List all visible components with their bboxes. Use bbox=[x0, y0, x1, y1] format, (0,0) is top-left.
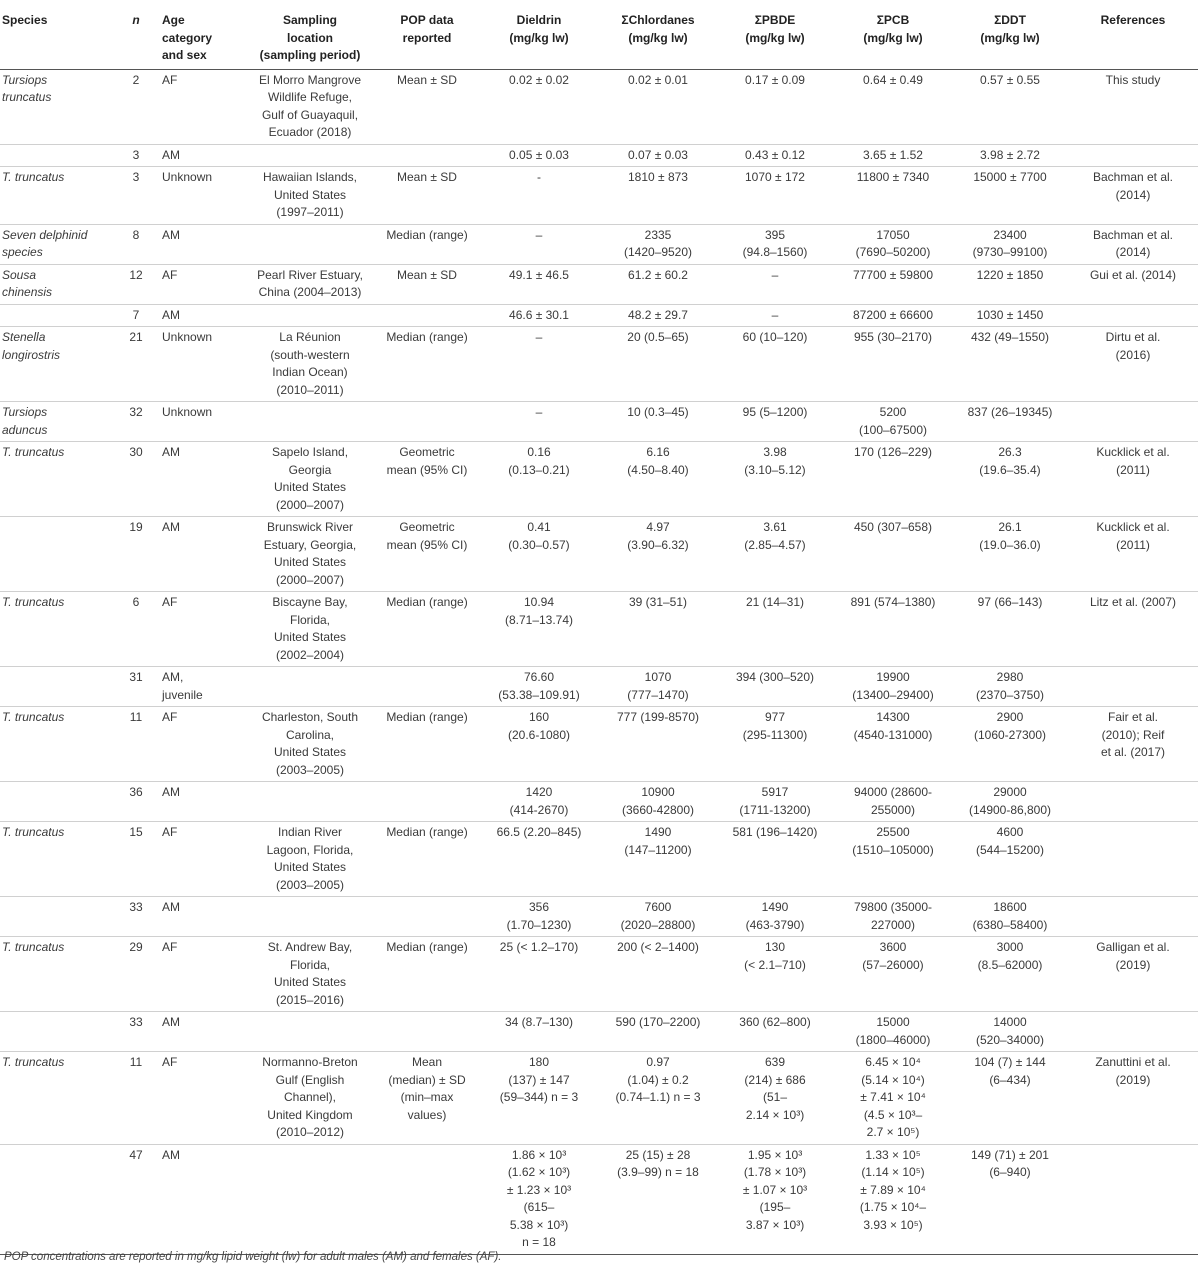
species-cell: T. truncatus bbox=[0, 592, 112, 667]
location-cell bbox=[244, 224, 376, 264]
age-cell: AM bbox=[160, 897, 244, 937]
header-chlordanes: ΣChlordanes (mg/kg lw) bbox=[600, 6, 716, 69]
table-row bbox=[0, 327, 1198, 402]
table-row bbox=[0, 402, 1198, 442]
pop-data-cell bbox=[376, 1012, 478, 1052]
pbde-cell: 394 (300–520) bbox=[716, 667, 834, 707]
dieldrin-cell: 180 (137) ± 147 (59–344) n = 3 bbox=[478, 1052, 600, 1145]
location-cell: Indian River Lagoon, Florida, United States (2003–2005) bbox=[244, 822, 376, 897]
n-cell: 30 bbox=[112, 442, 160, 517]
dieldrin-cell: 10.94 (8.71–13.74) bbox=[478, 592, 600, 667]
ddt-cell: 0.57 ± 0.55 bbox=[952, 69, 1068, 144]
n-cell: 3 bbox=[112, 167, 160, 225]
chlordanes-cell: 200 (< 2–1400) bbox=[600, 937, 716, 1012]
chlordanes-cell: 590 (170–2200) bbox=[600, 1012, 716, 1052]
chlordanes-cell: 0.02 ± 0.01 bbox=[600, 69, 716, 144]
location-cell: Hawaiian Islands, United States (1997–2011) bbox=[244, 167, 376, 225]
references-cell: Fair et al. (2010); Reif et al. (2017) bbox=[1068, 707, 1198, 782]
chlordanes-cell: 0.07 ± 0.03 bbox=[600, 144, 716, 167]
age-cell: Unknown bbox=[160, 327, 244, 402]
species-cell: T. truncatus bbox=[0, 822, 112, 897]
dieldrin-cell: 0.41 (0.30–0.57) bbox=[478, 517, 600, 592]
chlordanes-cell: 20 (0.5–65) bbox=[600, 327, 716, 402]
pop-data-cell: Geometric mean (95% CI) bbox=[376, 517, 478, 592]
ddt-cell: 104 (7) ± 144 (6–434) bbox=[952, 1052, 1068, 1145]
n-cell: 31 bbox=[112, 667, 160, 707]
n-cell: 8 bbox=[112, 224, 160, 264]
pop-data-cell: Mean ± SD bbox=[376, 69, 478, 144]
species-cell: T. truncatus bbox=[0, 937, 112, 1012]
n-cell: 3 bbox=[112, 144, 160, 167]
age-cell: AF bbox=[160, 264, 244, 304]
pbde-cell: 1.95 × 10³ (1.78 × 10³) ± 1.07 × 10³ (195– 3.87 × 10³) bbox=[716, 1144, 834, 1254]
species-cell: T. truncatus bbox=[0, 442, 112, 517]
references-cell bbox=[1068, 402, 1198, 442]
ddt-cell: 29000 (14900-86,800) bbox=[952, 782, 1068, 822]
pop-data-cell: Median (range) bbox=[376, 592, 478, 667]
chlordanes-cell: 39 (31–51) bbox=[600, 592, 716, 667]
references-cell: Zanuttini et al. (2019) bbox=[1068, 1052, 1198, 1145]
pop-data-cell bbox=[376, 897, 478, 937]
pop-data-cell: Median (range) bbox=[376, 327, 478, 402]
location-cell: El Morro Mangrove Wildlife Refuge, Gulf of Guayaquil, Ecuador (2018) bbox=[244, 69, 376, 144]
table-row bbox=[0, 592, 1198, 667]
chlordanes-cell: 1810 ± 873 bbox=[600, 167, 716, 225]
species-cell: T. truncatus bbox=[0, 707, 112, 782]
chlordanes-cell: 7600 (2020–28800) bbox=[600, 897, 716, 937]
age-cell: AF bbox=[160, 592, 244, 667]
chlordanes-cell: 1490 (147–11200) bbox=[600, 822, 716, 897]
references-cell: Gui et al. (2014) bbox=[1068, 264, 1198, 304]
chlordanes-cell: 777 (199-8570) bbox=[600, 707, 716, 782]
references-cell: Kucklick et al. (2011) bbox=[1068, 442, 1198, 517]
pbde-cell: 130 (< 2.1–710) bbox=[716, 937, 834, 1012]
header-pbde: ΣPBDE (mg/kg lw) bbox=[716, 6, 834, 69]
age-cell: AM bbox=[160, 782, 244, 822]
dieldrin-cell: 25 (< 1.2–170) bbox=[478, 937, 600, 1012]
table-body bbox=[0, 69, 1198, 1254]
pop-data-cell: Mean ± SD bbox=[376, 264, 478, 304]
pcb-cell: 11800 ± 7340 bbox=[834, 167, 952, 225]
ddt-cell: 149 (71) ± 201 (6–940) bbox=[952, 1144, 1068, 1254]
pcb-cell: 891 (574–1380) bbox=[834, 592, 952, 667]
ddt-cell: 3000 (8.5–62000) bbox=[952, 937, 1068, 1012]
location-cell bbox=[244, 782, 376, 822]
table-row bbox=[0, 897, 1198, 937]
header-age: Age category and sex bbox=[160, 6, 244, 69]
pbde-cell: 5917 (1711-13200) bbox=[716, 782, 834, 822]
n-cell: 11 bbox=[112, 707, 160, 782]
dieldrin-cell: 34 (8.7–130) bbox=[478, 1012, 600, 1052]
location-cell bbox=[244, 402, 376, 442]
table-row bbox=[0, 442, 1198, 517]
pcb-cell: 79800 (35000- 227000) bbox=[834, 897, 952, 937]
pop-data-cell bbox=[376, 1144, 478, 1254]
n-cell: 12 bbox=[112, 264, 160, 304]
species-cell bbox=[0, 1012, 112, 1052]
header-references: References bbox=[1068, 6, 1198, 69]
ddt-cell: 26.3 (19.6–35.4) bbox=[952, 442, 1068, 517]
location-cell bbox=[244, 667, 376, 707]
chlordanes-cell: 2335 (1420–9520) bbox=[600, 224, 716, 264]
ddt-cell: 1220 ± 1850 bbox=[952, 264, 1068, 304]
pcb-cell: 77700 ± 59800 bbox=[834, 264, 952, 304]
species-cell bbox=[0, 1144, 112, 1254]
location-cell: St. Andrew Bay, Florida, United States (2015–2016) bbox=[244, 937, 376, 1012]
dieldrin-cell: 0.05 ± 0.03 bbox=[478, 144, 600, 167]
header-ddt: ΣDDT (mg/kg lw) bbox=[952, 6, 1068, 69]
pcb-cell: 94000 (28600- 255000) bbox=[834, 782, 952, 822]
pcb-cell: 955 (30–2170) bbox=[834, 327, 952, 402]
chlordanes-cell: 25 (15) ± 28 (3.9–99) n = 18 bbox=[600, 1144, 716, 1254]
pbde-cell: 60 (10–120) bbox=[716, 327, 834, 402]
ddt-cell: 14000 (520–34000) bbox=[952, 1012, 1068, 1052]
dieldrin-cell: 46.6 ± 30.1 bbox=[478, 304, 600, 327]
age-cell: AF bbox=[160, 1052, 244, 1145]
pop-data-cell: Median (range) bbox=[376, 822, 478, 897]
references-cell: This study bbox=[1068, 69, 1198, 144]
species-cell: T. truncatus bbox=[0, 1052, 112, 1145]
ddt-cell: 1030 ± 1450 bbox=[952, 304, 1068, 327]
references-cell bbox=[1068, 897, 1198, 937]
species-cell bbox=[0, 667, 112, 707]
pbde-cell: 977 (295-11300) bbox=[716, 707, 834, 782]
species-cell: Sousa chinensis bbox=[0, 264, 112, 304]
pop-data-cell: Median (range) bbox=[376, 937, 478, 1012]
age-cell: AM bbox=[160, 1144, 244, 1254]
header-row bbox=[0, 6, 1198, 69]
n-cell: 47 bbox=[112, 1144, 160, 1254]
chlordanes-cell: 1070 (777–1470) bbox=[600, 667, 716, 707]
location-cell bbox=[244, 144, 376, 167]
pbde-cell: 0.43 ± 0.12 bbox=[716, 144, 834, 167]
pcb-cell: 0.64 ± 0.49 bbox=[834, 69, 952, 144]
references-cell bbox=[1068, 144, 1198, 167]
chlordanes-cell: 0.97 (1.04) ± 0.2 (0.74–1.1) n = 3 bbox=[600, 1052, 716, 1145]
table-row bbox=[0, 167, 1198, 225]
header-species: Species bbox=[0, 6, 112, 69]
age-cell: AF bbox=[160, 69, 244, 144]
chlordanes-cell: 48.2 ± 29.7 bbox=[600, 304, 716, 327]
pop-data-cell bbox=[376, 144, 478, 167]
references-cell bbox=[1068, 1144, 1198, 1254]
pcb-cell: 14300 (4540-131000) bbox=[834, 707, 952, 782]
pcb-cell: 19900 (13400–29400) bbox=[834, 667, 952, 707]
header-location: Sampling location (sampling period) bbox=[244, 6, 376, 69]
pcb-cell: 15000 (1800–46000) bbox=[834, 1012, 952, 1052]
references-cell bbox=[1068, 667, 1198, 707]
location-cell: Biscayne Bay, Florida, United States (2002–2004) bbox=[244, 592, 376, 667]
n-cell: 19 bbox=[112, 517, 160, 592]
dieldrin-cell: - bbox=[478, 167, 600, 225]
pop-data-cell: Median (range) bbox=[376, 707, 478, 782]
species-cell bbox=[0, 517, 112, 592]
location-cell: Brunswick River Estuary, Georgia, United States (2000–2007) bbox=[244, 517, 376, 592]
pop-data-table bbox=[0, 6, 1198, 1255]
pbde-cell: 1070 ± 172 bbox=[716, 167, 834, 225]
pbde-cell: 3.61 (2.85–4.57) bbox=[716, 517, 834, 592]
table-row bbox=[0, 517, 1198, 592]
n-cell: 7 bbox=[112, 304, 160, 327]
table-row bbox=[0, 144, 1198, 167]
pcb-cell: 25500 (1510–105000) bbox=[834, 822, 952, 897]
n-cell: 32 bbox=[112, 402, 160, 442]
header-n: n bbox=[112, 6, 160, 69]
dieldrin-cell: – bbox=[478, 224, 600, 264]
dieldrin-cell: – bbox=[478, 402, 600, 442]
dieldrin-cell: 356 (1.70–1230) bbox=[478, 897, 600, 937]
references-cell bbox=[1068, 304, 1198, 327]
dieldrin-cell: 66.5 (2.20–845) bbox=[478, 822, 600, 897]
location-cell: Normanno-Breton Gulf (English Channel), United Kingdom (2010–2012) bbox=[244, 1052, 376, 1145]
table-row bbox=[0, 1012, 1198, 1052]
species-cell: Tursiops truncatus bbox=[0, 69, 112, 144]
references-cell: Bachman et al. (2014) bbox=[1068, 167, 1198, 225]
pop-data-cell bbox=[376, 402, 478, 442]
pcb-cell: 6.45 × 10⁴ (5.14 × 10⁴) ± 7.41 × 10⁴ (4.5 × 10³– 2.7 × 10⁵) bbox=[834, 1052, 952, 1145]
pbde-cell: – bbox=[716, 264, 834, 304]
location-cell bbox=[244, 1012, 376, 1052]
header-dieldrin: Dieldrin (mg/kg lw) bbox=[478, 6, 600, 69]
table-footnote: POP concentrations are reported in mg/kg lipid weight (lw) for adult males (AM) and females (AF). bbox=[4, 1251, 502, 1263]
n-cell: 29 bbox=[112, 937, 160, 1012]
species-cell: Seven delphinid species bbox=[0, 224, 112, 264]
location-cell: La Réunion (south-western Indian Ocean) (2010–2011) bbox=[244, 327, 376, 402]
ddt-cell: 3.98 ± 2.72 bbox=[952, 144, 1068, 167]
table-row bbox=[0, 1052, 1198, 1145]
pop-data-cell bbox=[376, 782, 478, 822]
ddt-cell: 23400 (9730–99100) bbox=[952, 224, 1068, 264]
pcb-cell: 170 (126–229) bbox=[834, 442, 952, 517]
dieldrin-cell: 1420 (414-2670) bbox=[478, 782, 600, 822]
pcb-cell: 3.65 ± 1.52 bbox=[834, 144, 952, 167]
pbde-cell: 21 (14–31) bbox=[716, 592, 834, 667]
dieldrin-cell: 1.86 × 10³ (1.62 × 10³) ± 1.23 × 10³ (615– 5.38 × 10³) n = 18 bbox=[478, 1144, 600, 1254]
location-cell bbox=[244, 897, 376, 937]
species-cell: Tursiops aduncus bbox=[0, 402, 112, 442]
references-cell: Kucklick et al. (2011) bbox=[1068, 517, 1198, 592]
dieldrin-cell: 0.16 (0.13–0.21) bbox=[478, 442, 600, 517]
table-row bbox=[0, 1144, 1198, 1254]
pcb-cell: 5200 (100–67500) bbox=[834, 402, 952, 442]
references-cell: Litz et al. (2007) bbox=[1068, 592, 1198, 667]
pop-data-cell bbox=[376, 667, 478, 707]
age-cell: AM bbox=[160, 1012, 244, 1052]
location-cell: Charleston, South Carolina, United States (2003–2005) bbox=[244, 707, 376, 782]
dieldrin-cell: 49.1 ± 46.5 bbox=[478, 264, 600, 304]
pop-data-cell: Median (range) bbox=[376, 224, 478, 264]
references-cell: Dirtu et al. (2016) bbox=[1068, 327, 1198, 402]
age-cell: AF bbox=[160, 822, 244, 897]
pop-data-cell: Geometric mean (95% CI) bbox=[376, 442, 478, 517]
table-row bbox=[0, 937, 1198, 1012]
species-cell bbox=[0, 304, 112, 327]
pbde-cell: – bbox=[716, 304, 834, 327]
pop-data-cell bbox=[376, 304, 478, 327]
pbde-cell: 0.17 ± 0.09 bbox=[716, 69, 834, 144]
location-cell: Pearl River Estuary, China (2004–2013) bbox=[244, 264, 376, 304]
n-cell: 33 bbox=[112, 897, 160, 937]
age-cell: Unknown bbox=[160, 402, 244, 442]
header-pop-data: POP data reported bbox=[376, 6, 478, 69]
dieldrin-cell: 160 (20.6-1080) bbox=[478, 707, 600, 782]
pcb-cell: 3600 (57–26000) bbox=[834, 937, 952, 1012]
ddt-cell: 837 (26–19345) bbox=[952, 402, 1068, 442]
n-cell: 33 bbox=[112, 1012, 160, 1052]
references-cell: Bachman et al. (2014) bbox=[1068, 224, 1198, 264]
header-pcb: ΣPCB (mg/kg lw) bbox=[834, 6, 952, 69]
table-row bbox=[0, 264, 1198, 304]
location-cell bbox=[244, 1144, 376, 1254]
chlordanes-cell: 10 (0.3–45) bbox=[600, 402, 716, 442]
pbde-cell: 1490 (463-3790) bbox=[716, 897, 834, 937]
ddt-cell: 15000 ± 7700 bbox=[952, 167, 1068, 225]
ddt-cell: 432 (49–1550) bbox=[952, 327, 1068, 402]
age-cell: Unknown bbox=[160, 167, 244, 225]
references-cell: Galligan et al. (2019) bbox=[1068, 937, 1198, 1012]
references-cell bbox=[1068, 822, 1198, 897]
n-cell: 21 bbox=[112, 327, 160, 402]
n-cell: 36 bbox=[112, 782, 160, 822]
chlordanes-cell: 10900 (3660-42800) bbox=[600, 782, 716, 822]
age-cell: AM bbox=[160, 144, 244, 167]
n-cell: 15 bbox=[112, 822, 160, 897]
pcb-cell: 1.33 × 10⁵ (1.14 × 10⁵) ± 7.89 × 10⁴ (1.75 × 10⁴– 3.93 × 10⁵) bbox=[834, 1144, 952, 1254]
pcb-cell: 17050 (7690–50200) bbox=[834, 224, 952, 264]
references-cell bbox=[1068, 782, 1198, 822]
species-cell: T. truncatus bbox=[0, 167, 112, 225]
pcb-cell: 450 (307–658) bbox=[834, 517, 952, 592]
age-cell: AM bbox=[160, 304, 244, 327]
table-row bbox=[0, 69, 1198, 144]
age-cell: AM bbox=[160, 517, 244, 592]
pbde-cell: 3.98 (3.10–5.12) bbox=[716, 442, 834, 517]
pbde-cell: 639 (214) ± 686 (51– 2.14 × 10³) bbox=[716, 1052, 834, 1145]
age-cell: AF bbox=[160, 707, 244, 782]
species-cell bbox=[0, 144, 112, 167]
species-cell bbox=[0, 897, 112, 937]
ddt-cell: 97 (66–143) bbox=[952, 592, 1068, 667]
species-cell bbox=[0, 782, 112, 822]
location-cell bbox=[244, 304, 376, 327]
n-cell: 11 bbox=[112, 1052, 160, 1145]
pbde-cell: 95 (5–1200) bbox=[716, 402, 834, 442]
pbde-cell: 360 (62–800) bbox=[716, 1012, 834, 1052]
table-row bbox=[0, 667, 1198, 707]
ddt-cell: 4600 (544–15200) bbox=[952, 822, 1068, 897]
chlordanes-cell: 4.97 (3.90–6.32) bbox=[600, 517, 716, 592]
pop-data-cell: Mean ± SD bbox=[376, 167, 478, 225]
age-cell: AM bbox=[160, 442, 244, 517]
ddt-cell: 26.1 (19.0–36.0) bbox=[952, 517, 1068, 592]
pbde-cell: 395 (94.8–1560) bbox=[716, 224, 834, 264]
ddt-cell: 18600 (6380–58400) bbox=[952, 897, 1068, 937]
dieldrin-cell: 76.60 (53.38–109.91) bbox=[478, 667, 600, 707]
chlordanes-cell: 61.2 ± 60.2 bbox=[600, 264, 716, 304]
dieldrin-cell: 0.02 ± 0.02 bbox=[478, 69, 600, 144]
location-cell: Sapelo Island, Georgia United States (2000–2007) bbox=[244, 442, 376, 517]
references-cell bbox=[1068, 1012, 1198, 1052]
pop-data-cell: Mean (median) ± SD (min–max values) bbox=[376, 1052, 478, 1145]
n-cell: 2 bbox=[112, 69, 160, 144]
species-cell: Stenella longirostris bbox=[0, 327, 112, 402]
table-row bbox=[0, 224, 1198, 264]
chlordanes-cell: 6.16 (4.50–8.40) bbox=[600, 442, 716, 517]
n-cell: 6 bbox=[112, 592, 160, 667]
table-row bbox=[0, 822, 1198, 897]
dieldrin-cell: – bbox=[478, 327, 600, 402]
age-cell: AM bbox=[160, 224, 244, 264]
pbde-cell: 581 (196–1420) bbox=[716, 822, 834, 897]
table-row bbox=[0, 304, 1198, 327]
age-cell: AF bbox=[160, 937, 244, 1012]
ddt-cell: 2900 (1060-27300) bbox=[952, 707, 1068, 782]
table-row bbox=[0, 782, 1198, 822]
pcb-cell: 87200 ± 66600 bbox=[834, 304, 952, 327]
ddt-cell: 2980 (2370–3750) bbox=[952, 667, 1068, 707]
age-cell: AM, juvenile bbox=[160, 667, 244, 707]
table-row bbox=[0, 707, 1198, 782]
